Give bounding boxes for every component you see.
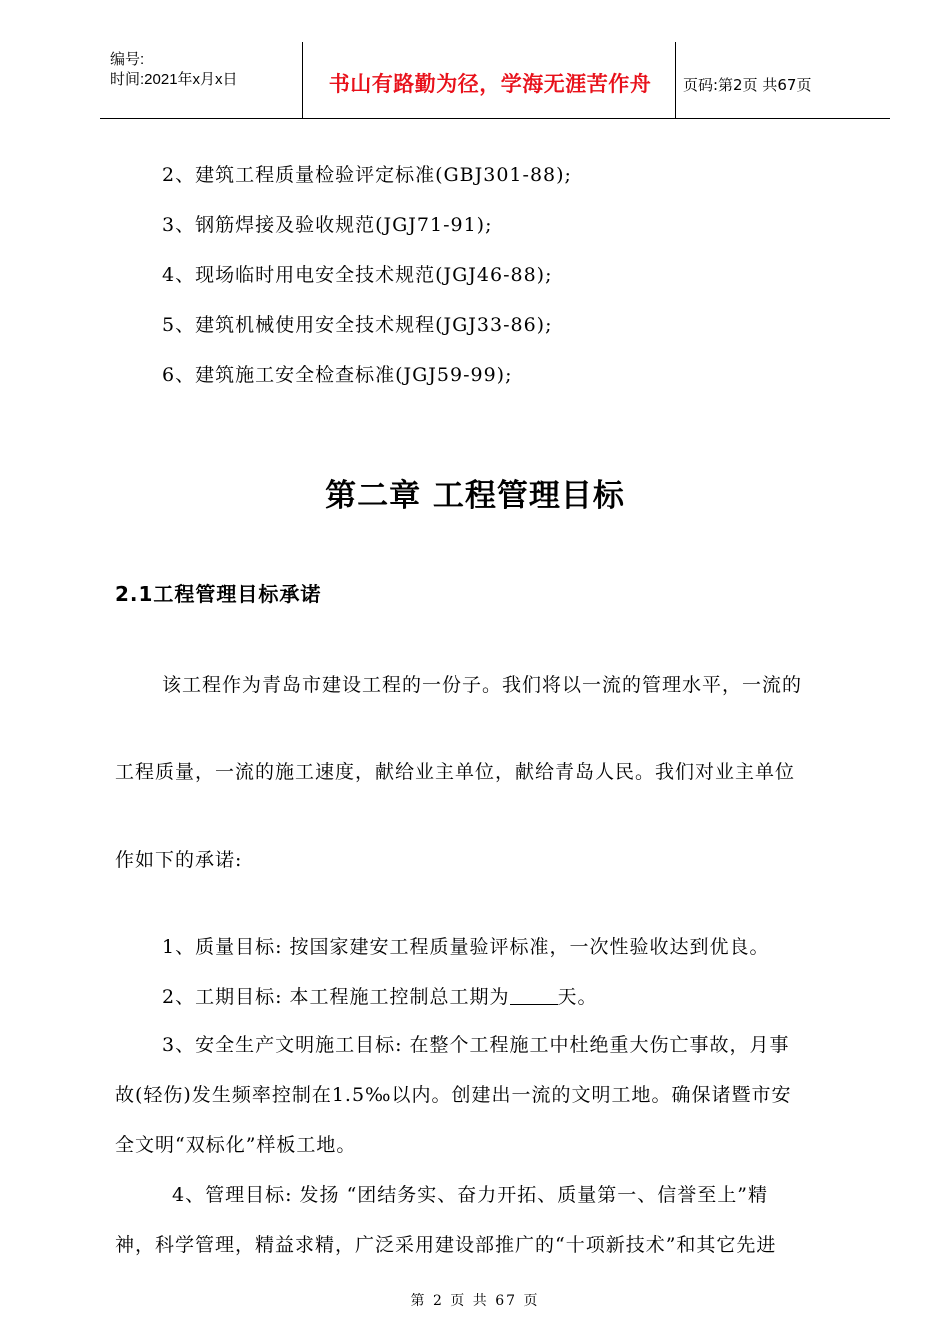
intro-line: 该工程作为青岛市建设工程的一份子。我们将以一流的管理水平，一流的 — [162, 674, 803, 696]
goal-quality: 1、质量目标: 按国家建安工程质量验评标准，一次性验收达到优良。 — [162, 936, 770, 958]
header-meta — [110, 50, 238, 90]
reference-item: 5、建筑机械使用安全技术规程(JGJ33-86); — [162, 314, 553, 336]
reference-item: 3、钢筋焊接及验收规范(JGJ71-91); — [162, 214, 493, 236]
reference-item: 6、建筑施工安全检查标准(JGJ59-99); — [162, 364, 513, 386]
goal-safety-line: 3、安全生产文明施工目标: 在整个工程施工中杜绝重大伤亡事故，月事 — [162, 1034, 790, 1056]
header-time: 时间:2021年x月x日 — [110, 71, 238, 88]
chapter-title: 第二章 工程管理目标 — [325, 478, 625, 514]
header-page-info: 页码:第2页 共67页 — [683, 76, 812, 94]
reference-item: 4、现场临时用电安全技术规范(JGJ46-88); — [162, 264, 553, 286]
header-divider — [302, 42, 303, 118]
page-header — [100, 42, 890, 119]
header-motto: 书山有路勤为径，学海无涯苦作舟 — [328, 72, 652, 96]
goal-schedule-text: 2、工期目标: 本工程施工控制总工期为 — [162, 986, 510, 1008]
blank-days — [510, 986, 558, 1005]
goal-management-line: 神，科学管理，精益求精，广泛采用建设部推广的“十项新技术”和其它先进 — [115, 1234, 777, 1256]
header-divider — [675, 42, 676, 118]
page-footer: 第 2 页 共 67 页 — [410, 1293, 540, 1309]
goal-management-line: 4、管理目标: 发扬 “团结务实、奋力开拓、质量第一、信誉至上”精 — [172, 1184, 768, 1206]
intro-line: 工程质量，一流的施工速度，献给业主单位，献给青岛人民。我们对业主单位 — [115, 761, 796, 783]
goal-safety-line: 故(轻伤)发生频率控制在1.5‰以内。创建出一流的文明工地。确保诸暨市安 — [115, 1084, 792, 1106]
goal-schedule-unit: 天。 — [557, 986, 598, 1008]
intro-line: 作如下的承诺: — [115, 849, 243, 871]
goal-schedule — [162, 982, 598, 1009]
goal-safety-line: 全文明“双标化”样板工地。 — [115, 1134, 357, 1156]
section-title: 2.1工程管理目标承诺 — [115, 582, 322, 606]
header-number: 编号: — [110, 51, 145, 68]
reference-item: 2、建筑工程质量检验评定标准(GBJ301-88); — [162, 164, 572, 186]
